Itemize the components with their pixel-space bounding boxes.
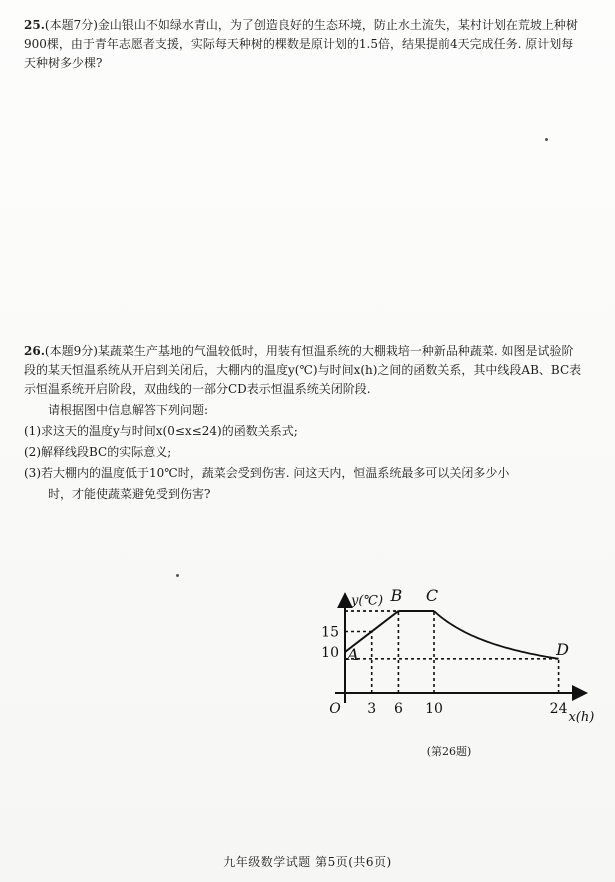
graph-figure bbox=[300, 543, 595, 758]
y-tick-label: 15 bbox=[321, 624, 339, 641]
function-graph bbox=[300, 543, 595, 758]
x-axis-label: x(h) bbox=[568, 710, 595, 725]
labels bbox=[321, 586, 594, 725]
point-label-B: B bbox=[390, 586, 403, 605]
axes bbox=[335, 594, 586, 703]
question-25 bbox=[24, 16, 582, 73]
question-26 bbox=[24, 342, 582, 504]
y-tick-label: 10 bbox=[321, 645, 339, 661]
question-26-number: 26. bbox=[24, 344, 45, 358]
curve bbox=[345, 611, 559, 659]
point-label-A: A bbox=[347, 645, 359, 664]
x-tick-label: 10 bbox=[425, 701, 443, 717]
x-tick-label: 3 bbox=[367, 701, 377, 717]
question-25-stem bbox=[24, 16, 582, 73]
question-26-instruction: 请根据图中信息解答下列问题: bbox=[48, 403, 209, 417]
question-26-stem bbox=[24, 342, 582, 399]
x-tick-label: 24 bbox=[549, 701, 568, 717]
stray-mark bbox=[545, 138, 548, 141]
x-tick-label: 6 bbox=[393, 701, 403, 717]
question-25-number: 25. bbox=[24, 18, 45, 32]
question-26-part-1: (1)求这天的温度y与时间x(0≤x≤24)的函数关系式; bbox=[24, 424, 298, 438]
page-footer: 九年级数学试题 第5页(共6页) bbox=[223, 855, 392, 869]
question-26-text: (本题9分)某蔬菜生产基地的气温较低时，用装有恒温系统的大棚栽培一种新品种蔬菜. 如图是试验阶段的某天恒温系统从开启到关闭后，大棚内的温度y(℃)与时间x(h)之间的函数关系，其中线段AB、BC表示恒温系统开启阶段，双曲线的一部分CD表示恒温系统关闭阶段. bbox=[24, 344, 582, 396]
origin-label: O bbox=[329, 701, 341, 717]
stray-mark bbox=[176, 574, 179, 577]
question-26-part-2: (2)解释线段BC的实际意义; bbox=[24, 445, 172, 459]
question-25-text: (本题7分)金山银山不如绿水青山，为了创造良好的生态环境，防止水土流失，某村计划在荒坡上种树900棵，由于青年志愿者支援，实际每天种树的棵数是原计划的1.5倍，结果提前4天完成任务. 原计划每天种树多少棵? bbox=[24, 18, 578, 70]
y-axis-label: y(℃) bbox=[350, 593, 384, 609]
point-label-C: C bbox=[425, 586, 439, 605]
question-26-part-3-cont: 时，才能使蔬菜避免受到伤害? bbox=[48, 487, 211, 501]
figure-caption: (第26题) bbox=[426, 745, 472, 758]
point-label-D: D bbox=[556, 639, 570, 659]
segment-CD bbox=[434, 611, 559, 659]
question-26-part-3: (3)若大棚内的温度低于10℃时，蔬菜会受到伤害. 问这天内，恒温系统最多可以关闭多少小 bbox=[24, 466, 510, 480]
